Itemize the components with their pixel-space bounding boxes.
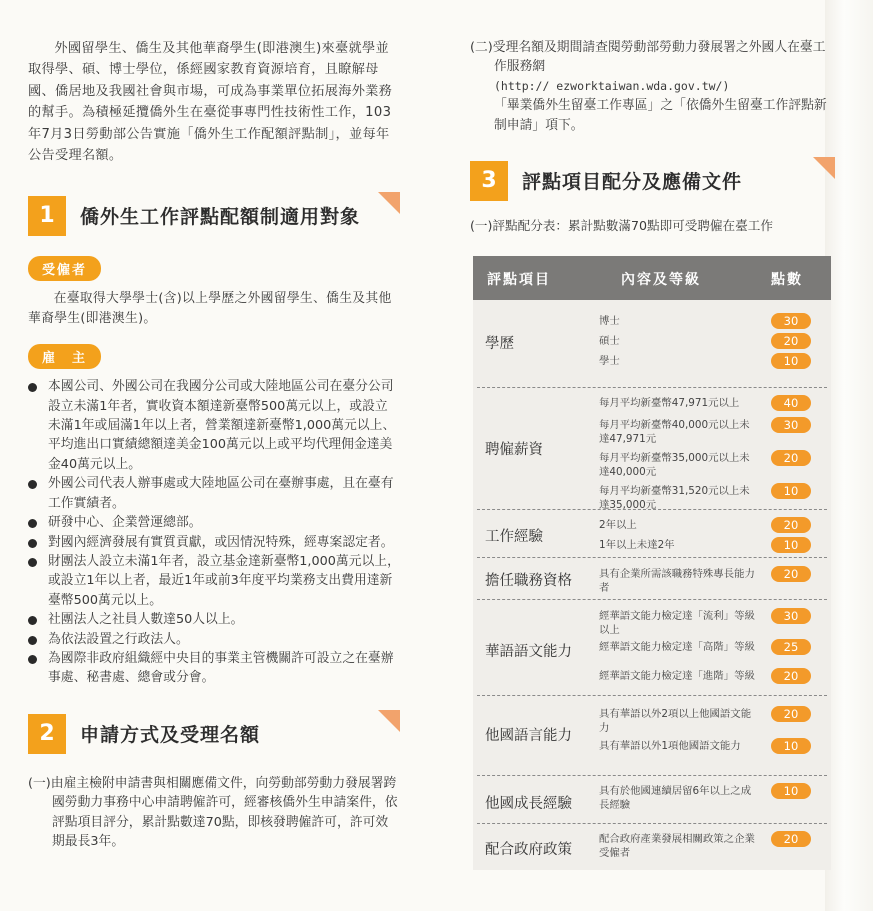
service-url: (http:// ezworktaiwan.wda.gov.tw/) [494, 78, 730, 93]
right-column [470, 38, 835, 234]
bullet-dot-icon [28, 655, 37, 664]
section-3-subtitle: (一)評點配分表：累計點數滿70點即可受聘僱在臺工作 [470, 218, 773, 234]
header-content: 內容及等級 [621, 272, 701, 288]
row-item-text: 配合政府產業發展相關政策之企業受僱者 [599, 833, 755, 859]
row-item-text: 碩士 [599, 335, 620, 347]
score-badge: 10 [771, 353, 811, 369]
employer-item-text: 財團法人設立未滿1年者，設立基金達新臺幣1,000萬元以上，或設立1年以上者，最近1年或前3年度平均業務支出費用達新臺幣500萬元以上。 [48, 553, 400, 608]
table-row [473, 824, 831, 870]
row-item-text: 具有華語以外2項以上他國語文能力 [599, 708, 752, 734]
row-item-text: 博士 [599, 315, 620, 327]
table-row [473, 696, 831, 776]
row-item-text: 具有於他國連續居留6年以上之成長經驗 [599, 785, 752, 811]
row-item-text: 經華語文能力檢定達「進階」等級 [599, 670, 755, 682]
bullet-dot-icon [28, 636, 37, 645]
section-3-number: 3 [470, 161, 508, 201]
table-row [473, 300, 831, 388]
bullet-dot-icon [28, 616, 37, 625]
score-badge: 20 [771, 517, 811, 533]
score-badge: 10 [771, 483, 811, 499]
header-score: 點數 [771, 272, 803, 288]
table-row [473, 510, 831, 558]
row-item-text: 每月平均新臺幣35,000元以上未達40,000元 [599, 452, 750, 478]
row-category: 聘僱薪資 [485, 442, 543, 458]
employer-item-text: 社團法人之社員人數達50人以上。 [48, 612, 244, 628]
corner-triangle-icon [378, 710, 400, 732]
section-1-number: 1 [28, 196, 66, 236]
employer-item-text: 為國際非政府組織經中央目的事業主管機關許可設立之在臺辦事處、秘書處、總會或分會。 [48, 650, 394, 686]
score-badge: 25 [771, 639, 811, 655]
employer-item [28, 610, 400, 629]
employer-item-text: 對國內經濟發展有實質貢獻，或因情況特殊，經專案認定者。 [48, 534, 394, 550]
row-item-text: 每月平均新臺幣40,000元以上未達47,971元 [599, 419, 750, 445]
row-category: 他國語言能力 [485, 728, 572, 744]
employer-item [28, 533, 400, 552]
employer-item [28, 377, 400, 474]
row-item-text: 具有華語以外1項他國語文能力 [599, 740, 741, 752]
section-3-title: 評點項目配分及應備文件 [522, 171, 743, 194]
score-badge: 30 [771, 417, 811, 433]
score-badge: 30 [771, 608, 811, 624]
section-2-number: 2 [28, 714, 66, 754]
employer-item [28, 513, 400, 532]
score-badge: 40 [771, 395, 811, 411]
employer-item-text: 為依法設置之行政法人。 [48, 631, 189, 647]
corner-triangle-icon [378, 192, 400, 214]
bullet-dot-icon [28, 480, 37, 489]
row-item-text: 每月平均新臺幣47,971元以上 [599, 397, 740, 409]
employee-block [28, 256, 400, 328]
table-row [473, 600, 831, 696]
bullet-dot-icon [28, 539, 37, 548]
row-category: 學歷 [485, 336, 514, 352]
row-item-text: 經華語文能力檢定達「高階」等級 [599, 641, 755, 653]
row-category: 工作經驗 [485, 529, 543, 545]
score-badge: 10 [771, 738, 811, 754]
score-badge: 20 [771, 333, 811, 349]
row-item-text: 具有企業所需該職務特殊專長能力者 [599, 568, 755, 594]
employer-item-text: 外國公司代表人辦事處或大陸地區公司在臺辦事處，且在臺有工作實績者。 [48, 476, 394, 511]
employer-label: 雇 主 [28, 344, 101, 369]
scoring-table [473, 256, 831, 870]
intro-paragraph: 外國留學生、僑生及其他華裔學生(即港澳生)來臺就學並取得學、碩、博士學位，係經國家教育資源培育，且瞭解母國、僑居地及我國社會與市場，可成為事業單位拓展海外業務的幫手。為積極延攬僑外生在臺從事專門性技術性工作，103年7月3日勞動部公告實施「僑外生工作配額評點制」，並每年公告受理名額。 [28, 41, 393, 164]
corner-triangle-icon [813, 157, 835, 179]
row-category: 華語語文能力 [485, 644, 572, 660]
bullet-dot-icon [28, 519, 37, 528]
section-2-item-2-cont: 「畢業僑外生留臺工作專區」之「依僑外生留臺工作評點新制申請」項下。 [494, 98, 827, 133]
employer-item-text: 本國公司、外國公司在我國分公司或大陸地區公司在臺分公司設立未滿1年者，實收資本額達新臺幣500萬元以上，或設立未滿1年或屆滿1年以上者，營業額達新臺幣1,000萬元以上、平均進出口實績總額達美金100萬元以上或平均代理佣金達美金40萬元以上。 [48, 379, 396, 472]
score-badge: 10 [771, 537, 811, 553]
row-category: 擔任職務資格 [485, 573, 572, 589]
section-2-item-1: (一)由雇主檢附申請書與相關應備文件，向勞動部勞動力發展署跨國勞動力事務中心申請聘僱許可，經審核僑外生申請案件，依評點項目評分，累計點數達70點，即核發聘僱許可，許可效期最長3年。 [28, 775, 398, 849]
employer-list [28, 377, 400, 688]
employer-item [28, 630, 400, 649]
employee-text: 在臺取得大學學士(含)以上學歷之外國留學生、僑生及其他華裔學生(即港澳生)。 [28, 291, 392, 326]
bullet-dot-icon [28, 383, 37, 392]
header-category: 評點項目 [487, 272, 551, 288]
table-row [473, 558, 831, 600]
table-header [473, 256, 831, 300]
score-badge: 20 [771, 831, 811, 847]
employer-item [28, 649, 400, 688]
row-category: 他國成長經驗 [485, 796, 572, 812]
row-item-text: 學士 [599, 355, 620, 367]
row-category: 配合政府政策 [485, 842, 572, 858]
section-2-item-2: (二)受理名額及期間請查閱勞動部勞動力發展署之外國人在臺工作服務網 [470, 40, 826, 75]
score-badge: 30 [771, 313, 811, 329]
left-column [28, 38, 400, 851]
employer-item [28, 474, 400, 513]
section-2-header [28, 710, 400, 760]
table-row [473, 388, 831, 510]
row-item-text: 1年以上未達2年 [599, 539, 675, 551]
score-badge: 20 [771, 566, 811, 582]
score-badge: 20 [771, 450, 811, 466]
section-3-header [470, 157, 835, 207]
employee-label: 受僱者 [28, 256, 101, 281]
section-1-header [28, 192, 400, 242]
employer-item-text: 研發中心、企業營運總部。 [48, 515, 202, 531]
section-2-title: 申請方式及受理名額 [80, 723, 261, 746]
score-badge: 20 [771, 668, 811, 684]
row-item-text: 2年以上 [599, 519, 637, 531]
score-badge: 10 [771, 783, 811, 799]
bullet-dot-icon [28, 558, 37, 567]
score-badge: 20 [771, 706, 811, 722]
section-1-title: 僑外生工作評點配額制適用對象 [80, 206, 361, 229]
row-item-text: 每月平均新臺幣31,520元以上未達35,000元 [599, 485, 750, 511]
employer-item [28, 552, 400, 610]
row-item-text: 經華語文能力檢定達「流利」等級以上 [599, 610, 755, 636]
table-row [473, 776, 831, 824]
employer-block [28, 344, 400, 688]
